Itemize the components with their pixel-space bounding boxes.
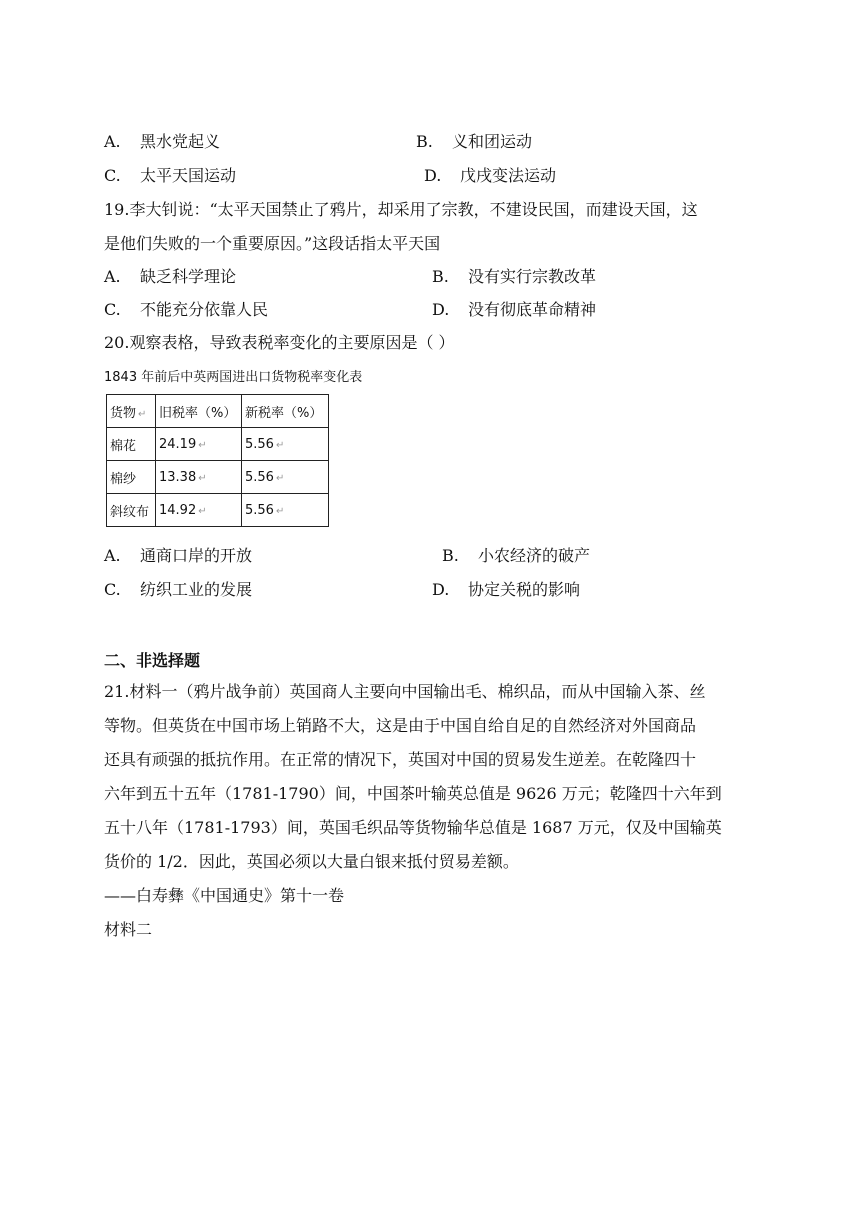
table-cell: 斜纹布: [107, 494, 156, 527]
option-letter: A.: [104, 267, 121, 286]
q21-paragraph-line: 五十八年（1781-1793）间，英国毛织品等货物输华总值是 1687 万元，仅及中国输英: [104, 818, 722, 837]
table-caption: 1843 年前后中英两国进出口货物税率变化表: [104, 370, 363, 385]
tax-rate-table: [106, 394, 329, 527]
table-cell: 14.92 ↵: [156, 494, 242, 527]
table-cell: 5.56 ↵: [242, 428, 329, 461]
q21-source: ——白寿彝《中国通史》第十一卷: [104, 886, 345, 905]
option-text: 义和团运动: [452, 132, 533, 151]
q21-paragraph-line: 还具有顽强的抵抗作用。在正常的情况下，英国对中国的贸易发生逆差。在乾隆四十: [104, 750, 697, 769]
q19-option-d: [432, 300, 596, 320]
q20-option-b: [442, 546, 590, 566]
q19-stem-line1: 19.李大钊说：“太平天国禁止了鸦片，却采用了宗教，不建设民国，而建设天国，这: [104, 200, 698, 219]
table-cell: 5.56 ↵: [242, 461, 329, 494]
option-letter: A.: [104, 546, 121, 565]
option-letter: D.: [432, 580, 450, 599]
option-text: 不能充分依靠人民: [140, 300, 269, 319]
option-letter: C.: [104, 166, 121, 185]
table-cell: 13.38 ↵: [156, 461, 242, 494]
option-text: 通商口岸的开放: [140, 546, 253, 565]
q21-material2-label: 材料二: [104, 920, 153, 939]
option-text: 太平天国运动: [140, 166, 237, 185]
option-letter: B.: [432, 267, 449, 286]
table-header-cell: 旧税率（%）: [156, 395, 242, 428]
option-letter: A.: [104, 132, 121, 151]
option-letter: C.: [104, 300, 121, 319]
q18-option-b: [416, 132, 532, 152]
q18-option-c: [104, 166, 236, 186]
option-letter: B.: [442, 546, 459, 565]
q21-paragraph-line: 六年到五十五年（1781-1790）间，中国茶叶输英总值是 9626 万元；乾隆四十六年到: [104, 784, 722, 803]
section-heading: 二、非选择题: [104, 651, 201, 670]
option-text: 缺乏科学理论: [140, 267, 237, 286]
q19-option-b: [432, 267, 596, 287]
table-cell: 棉花: [107, 428, 156, 461]
option-text: 小农经济的破产: [478, 546, 591, 565]
option-letter: D.: [432, 300, 450, 319]
table-header-row: [107, 395, 329, 428]
table-row: [107, 494, 329, 527]
q20-option-d: [432, 580, 580, 600]
table-row: [107, 461, 329, 494]
q20-option-a: [104, 546, 252, 566]
q21-paragraph-line: 21.材料一（鸦片战争前）英国商人主要向中国输出毛、棉织品，而从中国输入茶、丝: [104, 682, 706, 701]
q18-option-d: [424, 166, 556, 186]
q19-stem-line2: 是他们失败的一个重要原因。”这段话指太平天国: [104, 234, 441, 253]
option-text: 协定关税的影响: [468, 580, 581, 599]
q20-stem: 20.观察表格，导致表税率变化的主要原因是（ ）: [104, 333, 455, 352]
q20-option-c: [104, 580, 252, 600]
option-text: 纺织工业的发展: [140, 580, 253, 599]
option-letter: C.: [104, 580, 121, 599]
table-row: [107, 428, 329, 461]
option-text: 黑水党起义: [140, 132, 221, 151]
table-header-cell: 货物 ↵: [107, 395, 156, 428]
q19-option-a: [104, 267, 236, 287]
table-cell: 棉纱: [107, 461, 156, 494]
q21-paragraph-line: 等物。但英货在中国市场上销路不大，这是由于中国自给自足的自然经济对外国商品: [104, 716, 697, 735]
q19-option-c: [104, 300, 268, 320]
option-text: 没有彻底革命精神: [468, 300, 597, 319]
q21-paragraph-line: 货价的 1/2．因此，英国必须以大量白银来抵付贸易差额。: [104, 852, 519, 871]
option-letter: D.: [424, 166, 442, 185]
q18-option-a: [104, 132, 220, 152]
table-cell: 24.19 ↵: [156, 428, 242, 461]
option-letter: B.: [416, 132, 433, 151]
option-text: 戊戌变法运动: [460, 166, 557, 185]
table-cell: 5.56 ↵: [242, 494, 329, 527]
option-text: 没有实行宗教改革: [468, 267, 597, 286]
table-header-cell: 新税率（%）: [242, 395, 329, 428]
